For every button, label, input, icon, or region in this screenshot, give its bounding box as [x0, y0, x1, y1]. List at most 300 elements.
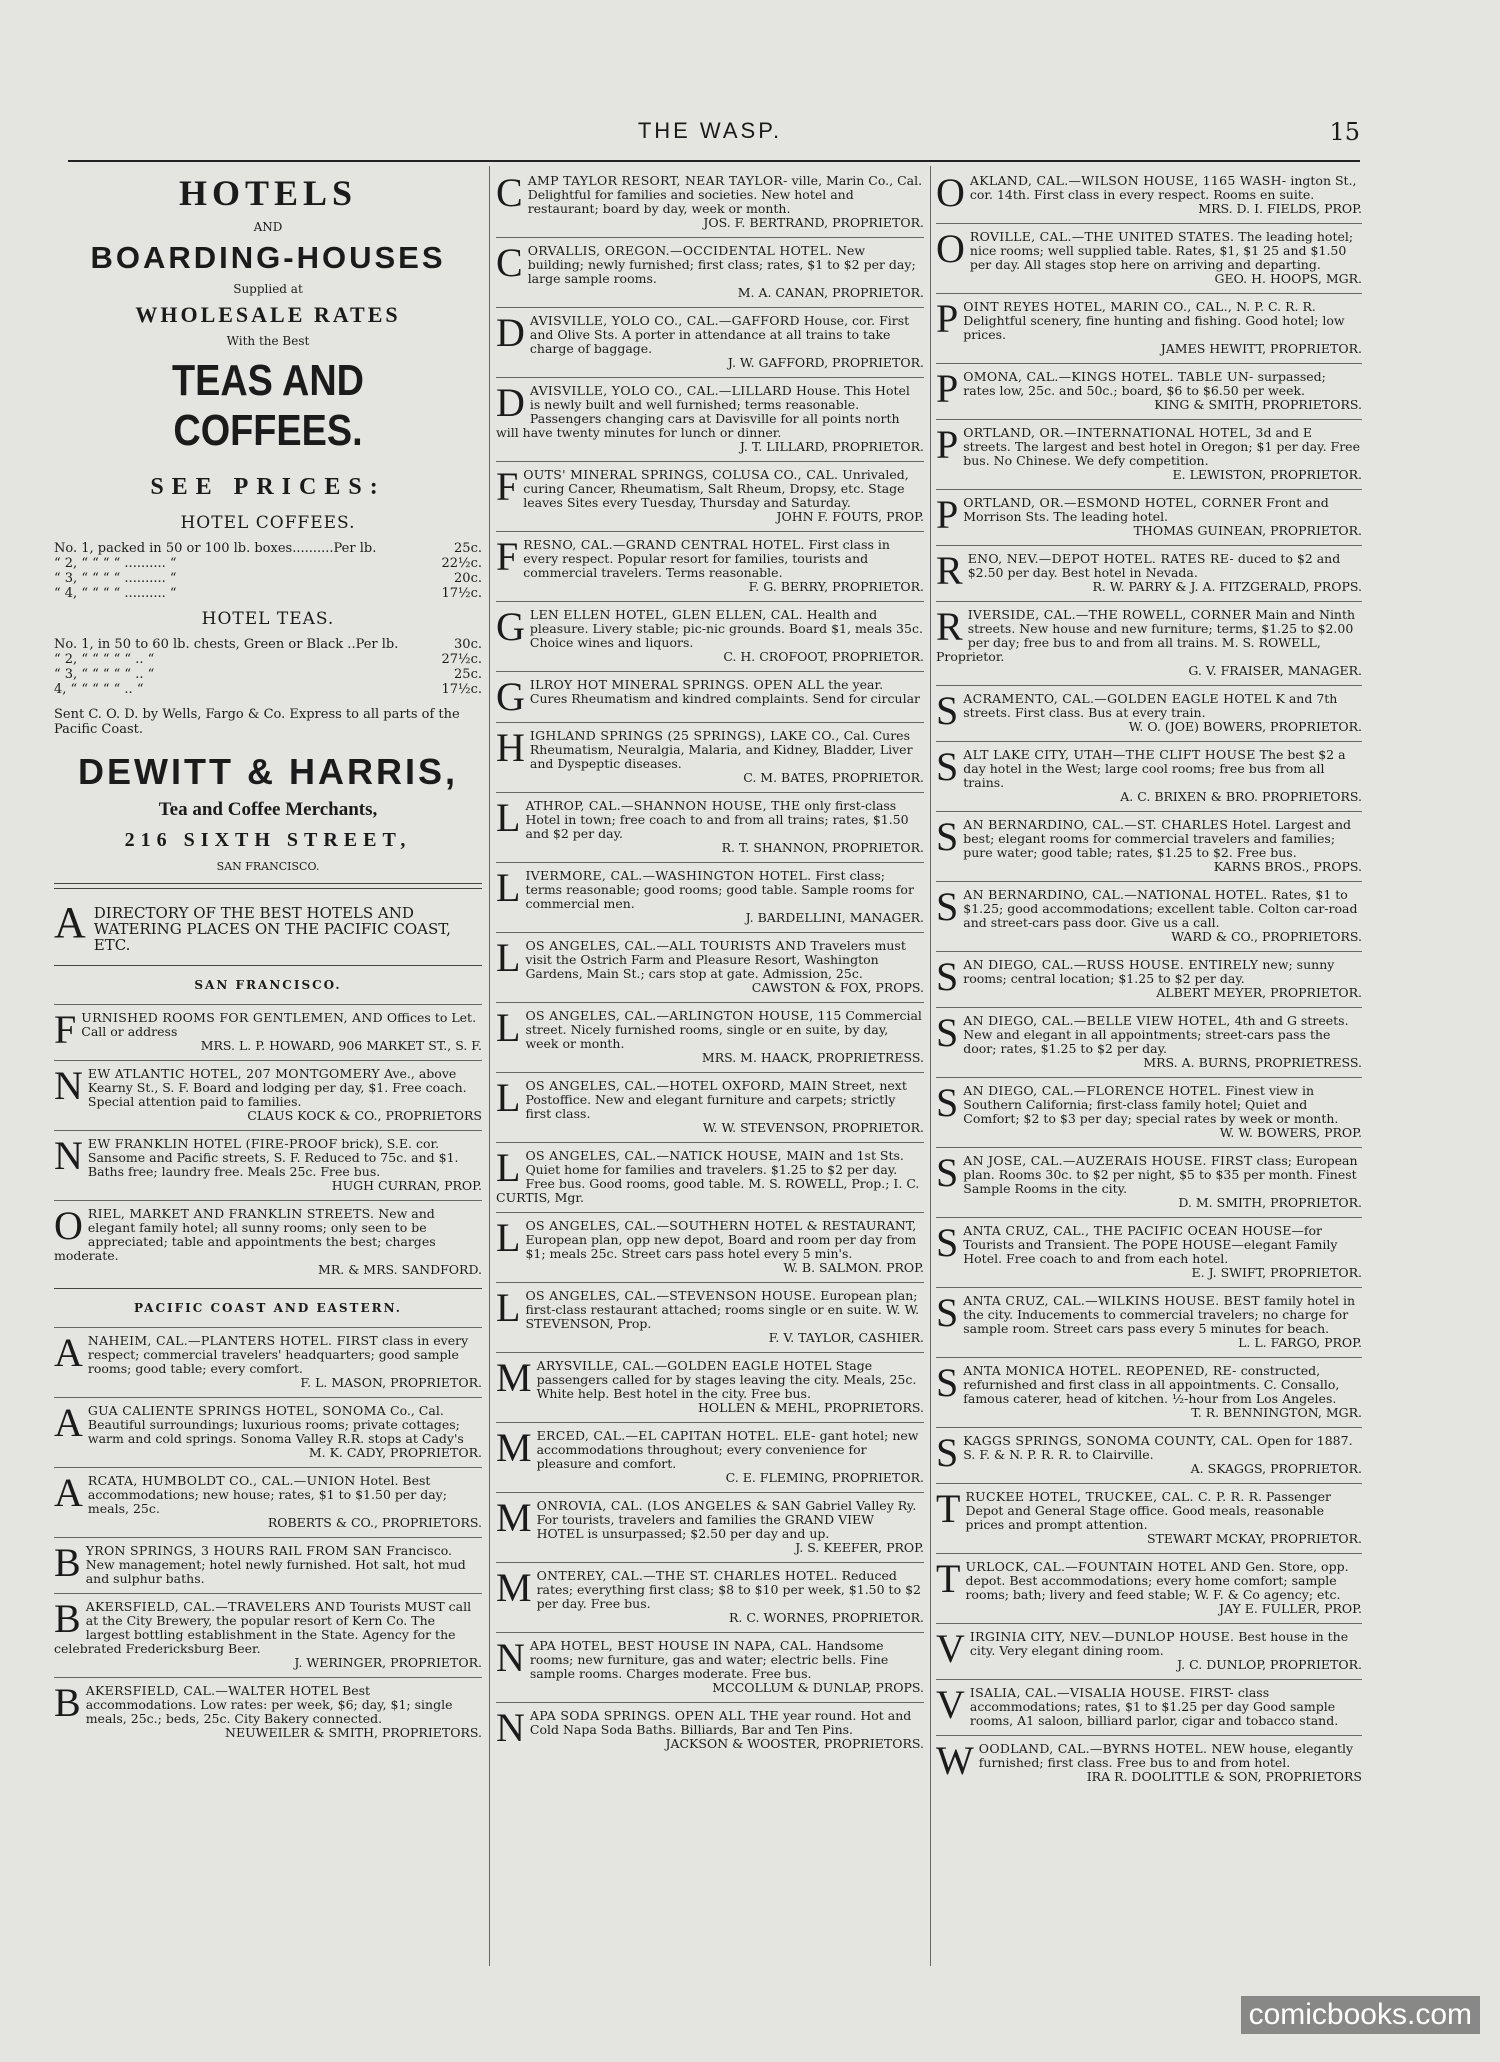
drop-initial: N — [54, 1063, 83, 1108]
listing-entry — [936, 1147, 1362, 1217]
tea-price-list — [54, 637, 482, 697]
listing-entry — [54, 1130, 482, 1200]
entry-heading: AN DIEGO, CAL.—FLORENCE HOTEL. — [963, 1083, 1222, 1098]
entry-proprietor: W. W. BOWERS, PROP. — [1219, 1125, 1362, 1140]
entry-proprietor: E. LEWISTON, PROPRIETOR. — [1172, 467, 1362, 482]
drop-initial: V — [936, 1682, 965, 1727]
page-number: 15 — [1329, 118, 1360, 146]
entry-heading: AN JOSE, CAL.—AUZERAIS HOUSE. FIRST — [963, 1153, 1253, 1168]
publication-title: THE WASP. — [637, 118, 783, 143]
entry-heading: ARYSVILLE, CAL.—GOLDEN EAGLE HOTEL — [536, 1358, 832, 1373]
listing-entry — [936, 1007, 1362, 1077]
entry-heading: RUCKEE HOTEL, TRUCKEE, CAL. C. P. R. — [965, 1489, 1245, 1504]
entry-text: The leading hotel; nice rooms; well supplied table. Rates, $1, $1 25 and $1.50 per day. All stages stop here on arriving and departing. — [969, 229, 1354, 272]
drop-initial: O — [936, 226, 965, 271]
drop-initial: S — [936, 884, 959, 929]
entry-proprietor: D. M. SMITH, PROPRIETOR. — [1178, 1195, 1362, 1210]
entry-heading: ORTLAND, OR.—INTERNATIONAL HOTEL, — [963, 425, 1252, 440]
column-divider — [930, 166, 931, 1966]
entry-proprietor: HUGH CURRAN, PROP. — [331, 1178, 482, 1193]
listing-entry — [936, 363, 1362, 419]
drop-initial: O — [54, 1203, 83, 1248]
entry-text: ington St., cor. 14th. First class in every respect. Rooms en suite. — [969, 173, 1357, 202]
listing-entry — [936, 741, 1362, 811]
entry-heading: NAHEIM, CAL.—PLANTERS HOTEL. FIRST — [87, 1333, 378, 1348]
entry-heading: OS ANGELES, CAL.—STEVENSON HOUSE. — [525, 1288, 817, 1303]
entry-heading: AN BERNARDINO, CAL.—ST. CHARLES — [963, 817, 1229, 832]
drop-initial: F — [496, 464, 519, 509]
entry-heading: APA SODA SPRINGS. OPEN ALL THE — [529, 1708, 779, 1723]
listing-entry — [54, 1677, 482, 1747]
advert-city: SAN FRANCISCO. — [216, 860, 320, 873]
entry-proprietor: W. W. STEVENSON, PROPRIETOR. — [702, 1120, 924, 1135]
entry-proprietor: WARD & CO., PROPRIETORS. — [1171, 929, 1362, 944]
drop-initial: H — [496, 725, 525, 770]
entry-proprietor: J. W. GAFFORD, PROPRIETOR. — [727, 355, 924, 370]
directory-heading — [54, 898, 482, 954]
entry-proprietor: M. A. CANAN, PROPRIETOR. — [737, 285, 924, 300]
listing-entry — [936, 293, 1362, 363]
listing-entry — [936, 223, 1362, 293]
price-row: “ 3, “ “ “ “ “ .. “ 25c. — [54, 667, 482, 682]
entry-text: First class; terms reasonable; good rooms; good table. Sample rooms for commercial men. — [525, 868, 914, 911]
drop-initial: R — [936, 604, 963, 649]
listing-entry — [496, 932, 924, 1002]
listing-entry — [496, 168, 924, 237]
entry-text: Ave., above Kearny St., S. F. Board and lodging per day, $1. Free coach. Special attention paid to families. — [87, 1066, 467, 1109]
listing-entry — [54, 1397, 482, 1467]
entry-heading: ONROVIA, CAL. (LOS ANGELES & SAN — [536, 1498, 802, 1513]
listing-entry — [54, 1593, 482, 1677]
entry-text: RESTAURANT, European plan, opp new depot, Board and room per day from $1; meals 25c. Street cars pass hotel every 5 min's. — [525, 1218, 917, 1261]
drop-initial: S — [936, 1150, 959, 1195]
listing-entry — [496, 862, 924, 932]
entry-heading: IVERMORE, CAL.—WASHINGTON HOTEL. — [525, 868, 812, 883]
entry-text: Street, next Postoffice. New and elegant furniture and carpets; strictly first class. — [525, 1078, 907, 1121]
pce-listing — [54, 1327, 482, 1747]
drop-initial: P — [936, 366, 959, 411]
entry-proprietor: E. J. SWIFT, PROPRIETOR. — [1191, 1265, 1362, 1280]
drop-initial: O — [936, 170, 965, 215]
entry-text: HOUSE—for Tourists and Transient. The POPE HOUSE—elegant Family Hotel. Free coach to and from each hotel. — [963, 1223, 1338, 1266]
entry-heading: OS ANGELES, CAL.—SOUTHERN HOTEL & — [525, 1218, 819, 1233]
drop-initial: P — [936, 422, 959, 467]
entry-text: The best $2 a day hotel in the West; large cool rooms; free bus from all trains. — [963, 747, 1346, 790]
drop-initial: S — [936, 814, 959, 859]
listing-entry — [936, 685, 1362, 741]
column-3 — [936, 168, 1362, 1791]
entry-text: K and 7th streets. First class. Bus at every train. — [963, 691, 1338, 720]
price-row: “ 3, “ “ “ “ .......... “ 20c. — [54, 571, 482, 586]
listing-entry — [936, 1553, 1362, 1623]
entry-heading: URNISHED ROOMS FOR GENTLEMEN, AND — [81, 1010, 383, 1025]
entry-text: European plan; first-class restaurant attached; rooms single or en suite. W. W. STEVENSON, Prop. — [525, 1288, 920, 1331]
column-1 — [54, 168, 482, 1747]
listing-entry — [496, 1422, 924, 1492]
entry-heading: EW FRANKLIN HOTEL (FIRE-PROOF — [87, 1136, 338, 1151]
advert-firm-name: DEWITT & HARRIS, — [78, 751, 458, 792]
entry-text: Finest view in Southern California; first-class family hotel; Quiet and Comfort; $2 to $3 per day; special rates by week or month. — [963, 1083, 1339, 1126]
entry-text: and 1st Sts. Quiet home for families and travelers. $1.25 to $2 per day. Free bus. Good rooms, good table. M. S. ROWELL, Prop.; I. C. CURTIS, Mgr. — [496, 1148, 920, 1205]
entry-text: Offices to Let. Call or address — [81, 1010, 477, 1039]
listing-entry — [936, 168, 1362, 223]
drop-initial: R — [936, 548, 963, 593]
entry-heading: KAGGS SPRINGS, SONOMA COUNTY, CAL. — [963, 1433, 1253, 1448]
entry-proprietor: T. R. BENNINGTON, MGR. — [1191, 1405, 1362, 1420]
entry-proprietor: MRS. M. HAACK, PROPRIETRESS. — [701, 1050, 924, 1065]
entry-text: Front and Morrison Sts. The leading hotel. — [963, 495, 1329, 524]
entry-text: New building; newly furnished; first class; rates, $1 to $2 per day; large sample rooms. — [527, 243, 916, 286]
listing-entry — [54, 1467, 482, 1537]
entry-proprietor: M. K. CADY, PROPRIETOR. — [308, 1445, 482, 1460]
drop-initial: G — [496, 674, 525, 719]
entry-proprietor: JOHN F. FOUTS, PROP. — [776, 509, 924, 524]
entry-proprietor: JAY E. FULLER, PROP. — [1218, 1601, 1362, 1616]
listing-entry — [936, 419, 1362, 489]
entry-heading: ILROY HOT MINERAL SPRINGS. OPEN ALL — [529, 677, 825, 692]
listing-entry — [936, 1623, 1362, 1679]
entry-text: year round. Hot and Cold Napa Soda Baths. Billiards, Bar and Ten Pins. — [529, 1708, 912, 1737]
coffees-title: HOTEL COFFEES. — [180, 513, 356, 533]
entry-proprietor: C. E. FLEMING, PROPRIETOR. — [725, 1470, 924, 1485]
entry-text: Gabriel Valley Ry. For tourists, travelers and families the GRAND VIEW HOTEL is unsurpassed; $2.50 per day and up. — [536, 1498, 917, 1541]
dewitt-harris-advert — [54, 172, 482, 873]
entry-text: R. Passenger Depot and General Stage office. Good meals, reasonable prices and prompt attention. — [965, 1489, 1331, 1532]
entry-proprietor: W. B. SALMON. PROP. — [783, 1260, 924, 1275]
entry-proprietor: CAWSTON & FOX, PROPS. — [751, 980, 924, 995]
entry-proprietor: A. C. BRIXEN & BRO. PROPRIETORS. — [1120, 789, 1362, 804]
entry-text: brick), S.E. cor. Sansome and Pacific streets, S. F. Reduced to 75c. and $1. Baths free; laundry free. Meals 25c. Free bus. — [87, 1136, 459, 1179]
drop-initial: M — [496, 1495, 532, 1540]
entry-heading: OS ANGELES, CAL.—NATICK HOUSE, MAIN — [525, 1148, 826, 1163]
drop-initial: V — [936, 1626, 965, 1671]
drop-initial: S — [936, 1430, 959, 1475]
drop-initial: W — [936, 1738, 974, 1783]
entry-text: Reduced rates; everything first class; $8 to $10 per week, $1.50 to $2 per day. Free bus. — [536, 1568, 921, 1611]
drop-initial: C — [496, 240, 523, 285]
header-rule — [68, 160, 1360, 162]
directory-text: DIRECTORY OF THE BEST HOTELS AND WATERING PLACES ON THE PACIFIC COAST, ETC. — [93, 904, 451, 954]
entry-heading: AVISVILLE, YOLO CO., CAL.—GAFFORD — [529, 313, 800, 328]
entry-text: ville, Marin Co., Cal. Delightful for families and societies. New hotel and restaurant; board by day, week or month. — [527, 173, 923, 216]
entry-proprietor: C. M. BATES, PROPRIETOR. — [743, 770, 924, 785]
entry-proprietor: C. H. CROFOOT, PROPRIETOR. — [723, 649, 924, 664]
listing-entry — [936, 881, 1362, 951]
entry-heading: RESNO, CAL.—GRAND CENTRAL HOTEL. — [523, 537, 805, 552]
entry-text: class; European plan. Rooms 30c. to $2 per night, $5 to $35 per month. Finest Sample Rooms in the city. — [963, 1153, 1358, 1196]
entry-heading: IRGINIA CITY, NEV.—DUNLOP HOUSE. — [969, 1629, 1235, 1644]
entry-proprietor: STEWART MCKAY, PROPRIETOR. — [1146, 1531, 1362, 1546]
advert-wholesale-rates: WHOLESALE RATES — [135, 302, 401, 327]
entry-proprietor: THOMAS GUINEAN, PROPRIETOR. — [1133, 523, 1362, 538]
divider — [54, 1288, 482, 1289]
advert-with-the-best: With the Best — [226, 334, 310, 348]
entry-proprietor: J. WERINGER, PROPRIETOR. — [294, 1655, 482, 1670]
entry-text: Travelers must visit the Ostrich Farm and Pleasure Resort, Washington Gardens, Main St.; cars stop at gate. Admission, 25c. — [525, 938, 906, 981]
entry-proprietor: MRS. A. BURNS, PROPRIETRESS. — [1143, 1055, 1362, 1070]
entry-text: family hotel in the city. Inducements to commercial travelers; no charge for sample room. Street cars pass every 5 minutes for beach. — [963, 1293, 1355, 1336]
entry-text: Unrivaled, curing Cancer, Rheumatism, Salt Rheum, Dropsy, etc. Stage leaves Sites every Tuesday, Thursday and Saturday. — [523, 467, 909, 510]
entry-proprietor: R. T. SHANNON, PROPRIETOR. — [721, 840, 924, 855]
entry-heading: OS ANGELES, CAL.—ARLINGTON HOUSE, — [525, 1008, 814, 1023]
price-row: No. 1, packed in 50 or 100 lb. boxes..........Per lb. 25c. — [54, 541, 482, 556]
entry-heading: URLOCK, CAL.—FOUNTAIN HOTEL AND — [965, 1559, 1242, 1574]
entry-text: duced to $2 and $2.50 per day. Best hotel in Nevada. — [967, 551, 1341, 580]
price-row: “ 2, “ “ “ “ “ .. “ 27½c. — [54, 652, 482, 667]
advert-firm-tagline: Tea and Coffee Merchants, — [158, 799, 378, 820]
listing-entry — [496, 1282, 924, 1352]
entry-proprietor: G. V. FRAISER, MANAGER. — [1188, 663, 1362, 678]
drop-initial: S — [936, 1220, 959, 1265]
entry-proprietor: IRA R. DOOLITTLE & SON, PROPRIETORS — [1086, 1769, 1362, 1784]
price-row: “ 2, “ “ “ “ .......... “ 22½c. — [54, 556, 482, 571]
entry-heading: ONTEREY, CAL.—THE ST. CHARLES HOTEL. — [536, 1568, 838, 1583]
entry-heading: ENO, NEV.—DEPOT HOTEL. RATES RE- — [967, 551, 1234, 566]
drop-initial: S — [936, 744, 959, 789]
drop-initial: M — [496, 1565, 532, 1610]
entry-text: Open for 1887. S. F. & N. P. R. R. to Clairville. — [963, 1433, 1353, 1462]
entry-heading: AKERSFIELD, CAL.—WALTER HOTEL — [85, 1683, 339, 1698]
entry-proprietor: R. C. WORNES, PROPRIETOR. — [729, 1610, 924, 1625]
entry-proprietor: KING & SMITH, PROPRIETORS. — [1154, 397, 1362, 412]
entry-heading: ORVALLIS, OREGON.—OCCIDENTAL HOTEL. — [527, 243, 833, 258]
drop-initial: S — [936, 954, 959, 999]
entry-heading: AN DIEGO, CAL.—RUSS HOUSE. ENTIRELY — [963, 957, 1259, 972]
divider — [54, 883, 482, 884]
entry-heading: ATHROP, CAL.—SHANNON HOUSE, THE — [525, 798, 801, 813]
drop-initial: M — [496, 1355, 532, 1400]
entry-proprietor: NEUWEILER & SMITH, PROPRIETORS. — [225, 1725, 482, 1740]
teas-title: HOTEL TEAS. — [201, 609, 335, 629]
entry-heading: AVISVILLE, YOLO CO., CAL.—LILLARD — [529, 383, 793, 398]
entry-text: only first-class Hotel in town; free coach to and from all trains; rates, $1.50 and $2 per day. — [525, 798, 909, 841]
listing-entry — [496, 461, 924, 531]
divider — [54, 888, 482, 889]
drop-initial: F — [54, 1007, 77, 1052]
entry-text: class accommodations; rates, $1 to $1.25 per day Good sample rooms, A1 saloon, billiard parlor, cigar and tobacco stand. — [969, 1685, 1339, 1728]
drop-initial: B — [54, 1680, 81, 1725]
entry-proprietor: JOS. F. BERTRAND, PROPRIETOR. — [703, 215, 924, 230]
entry-text: 3d and E streets. The largest and best hotel in Oregon; $1 per day. Free bus. No Chinese. We defy competition. — [963, 425, 1360, 468]
entry-heading: RIEL, MARKET AND FRANKLIN STREETS. — [87, 1206, 375, 1221]
listing-entry — [936, 1217, 1362, 1287]
listing-entry — [496, 377, 924, 461]
advert-sent-cod: Sent C. O. D. by Wells, Fargo & Co. Express to all parts of the Pacific Coast. — [54, 707, 460, 737]
entry-text: Rates, $1 to $1.25; good accommodations; excellent table. Colton car-road and street-cars pass door. Give us a call. — [963, 887, 1358, 930]
drop-initial: L — [496, 795, 521, 840]
listing-entry — [54, 1200, 482, 1284]
listing-entry — [936, 1427, 1362, 1483]
entry-heading: OS ANGELES, CAL.—HOTEL OXFORD, MAIN — [525, 1078, 829, 1093]
entry-heading: AN DIEGO, CAL.—BELLE VIEW HOTEL, — [963, 1013, 1231, 1028]
entry-text: Hotel. Best accommodations; new house; rates, $1 to $1.50 per day; meals, 25c. — [87, 1473, 447, 1516]
sf-listing — [54, 1004, 482, 1284]
entry-proprietor: F. G. BERRY, PROPRIETOR. — [748, 579, 924, 594]
entry-proprietor: J. T. LILLARD, PROPRIETOR. — [739, 439, 924, 454]
section-pacific-coast: PACIFIC COAST AND EASTERN. — [134, 1301, 402, 1315]
listing-entry — [54, 1537, 482, 1593]
entry-proprietor: J. S. KEEFER, PROP. — [795, 1540, 924, 1555]
entry-proprietor: HOLLEN & MEHL, PROPRIETORS. — [697, 1400, 924, 1415]
listing-entry — [936, 951, 1362, 1007]
entry-proprietor: J. BARDELLINI, MANAGER. — [745, 910, 924, 925]
entry-proprietor: GEO. H. HOOPS, MGR. — [1214, 271, 1362, 286]
listing-entry — [496, 1072, 924, 1142]
listing-entry — [496, 601, 924, 671]
drop-initial: D — [496, 310, 525, 355]
drop-initial: F — [496, 534, 519, 579]
entry-heading: AKLAND, CAL.—WILSON HOUSE, 1165 WASH- — [969, 173, 1287, 188]
entry-heading: ANTA CRUZ, CAL., THE PACIFIC OCEAN — [963, 1223, 1238, 1238]
entry-heading: ERCED, CAL.—EL CAPITAN HOTEL. ELE- — [536, 1428, 816, 1443]
drop-initial: L — [496, 1215, 521, 1260]
entry-heading: GUA CALIENTE SPRINGS HOTEL, SONOMA — [87, 1403, 387, 1418]
entry-text: Best accommodations. Low rates: per week, $6; day, $1; single meals, 25c.; beds, 25c. City Bakery connected. — [85, 1683, 453, 1726]
drop-initial: P — [936, 492, 959, 537]
listing-entry — [936, 1357, 1362, 1427]
entry-heading: OUTS' MINERAL SPRINGS, COLUSA CO., CAL. — [523, 467, 839, 482]
entry-heading: IGHLAND SPRINGS (25 SPRINGS), LAKE CO., — [529, 728, 840, 743]
drop-initial: C — [496, 170, 523, 215]
drop-initial: N — [54, 1133, 83, 1178]
drop-initial: D — [496, 380, 525, 425]
price-row: 4, “ “ “ “ “ .. “ 17½c. — [54, 682, 482, 697]
listing-entry — [54, 1004, 482, 1060]
drop-initial: T — [936, 1486, 961, 1531]
entry-text: 4th and G streets. New and elegant in all appointments; street-cars pass the door; rates, $1.25 to $2 per day. — [963, 1013, 1349, 1056]
listing-entry — [936, 545, 1362, 601]
entry-heading: AKERSFIELD, CAL.—TRAVELERS AND — [85, 1599, 346, 1614]
drop-initial: T — [936, 1556, 961, 1601]
drop-initial: S — [936, 1080, 959, 1125]
drop-initial: B — [54, 1540, 81, 1585]
advert-boarding-houses: BOARDING-HOUSES — [90, 240, 446, 275]
entry-heading: ISALIA, CAL.—VISALIA HOUSE. FIRST- — [969, 1685, 1234, 1700]
coffee-price-list — [54, 541, 482, 601]
drop-initial: L — [496, 935, 521, 980]
drop-initial: L — [496, 1145, 521, 1190]
entry-proprietor: ROBERTS & CO., PROPRIETORS. — [267, 1515, 482, 1530]
entry-text: N. P. C. R. R. Delightful scenery, fine hunting and fishing. Good hotel; low prices. — [963, 299, 1345, 342]
listing-entry — [496, 722, 924, 792]
listing-entry — [54, 1327, 482, 1397]
drop-initial: S — [936, 1360, 959, 1405]
listing-entry — [936, 811, 1362, 881]
advert-supplied-at: Supplied at — [233, 282, 303, 296]
advert-teas-coffees: TEAS AND COFFEES. — [171, 356, 364, 455]
entry-text: class in every respect; commercial travelers' headquarters; good sample rooms; good table; every comfort. — [87, 1333, 469, 1376]
entry-text: Hotel. Largest and best; elegant rooms for commercial travelers and families; pure water; good table; rates, $1.25 to $2. Free bus. — [963, 817, 1352, 860]
listing-entry — [54, 1060, 482, 1130]
entry-text: House. This Hotel is newly built and well furnished; terms reasonable. Passengers changing cars at Davisville for all points north will have twenty minutes for lunch or dinner. — [496, 383, 910, 440]
drop-initial: N — [496, 1705, 525, 1750]
entry-proprietor: JACKSON & WOOSTER, PROPRIETORS. — [665, 1736, 924, 1751]
directory-initial: A — [54, 898, 86, 947]
divider — [54, 965, 482, 966]
listing-entry — [936, 1287, 1362, 1357]
price-row: “ 4, “ “ “ “ .......... “ 17½c. — [54, 586, 482, 601]
listing-entry — [496, 1352, 924, 1422]
listing-entry — [936, 1483, 1362, 1553]
entry-proprietor: F. V. TAYLOR, CASHIER. — [768, 1330, 924, 1345]
advert-hotels: HOTELS — [178, 173, 358, 213]
entry-text: house, elegantly furnished; first class. Free bus to and from hotel. — [978, 1741, 1354, 1770]
entry-text: 115 Commercial street. Nicely furnished rooms, single or en suite, by day, week or month. — [525, 1008, 922, 1051]
listing-entry — [496, 237, 924, 307]
drop-initial: N — [496, 1635, 525, 1680]
entry-text: Health and pleasure. Livery stable; pic-nic grounds. Board $1, meals 35c. Choice wines and liquors. — [529, 607, 923, 650]
listing-entry — [496, 1142, 924, 1212]
page-header — [60, 118, 1360, 154]
advert-address: 216 SIXTH STREET, — [124, 829, 412, 851]
entry-proprietor: KARNS BROS., PROPS. — [1213, 859, 1362, 874]
drop-initial: G — [496, 604, 525, 649]
entry-text: Tourists MUST call at the City Brewery, the popular resort of Kern Co. The largest bottling establishment in the State. Agency for the celebrated Fredericksburg Beer. — [54, 1599, 472, 1656]
entry-text: gant hotel; new accommodations throughout; every convenience for pleasure and comfort. — [536, 1428, 919, 1471]
entry-proprietor: L. L. FARGO, PROP. — [1238, 1335, 1362, 1350]
entry-text: the year. Cures Rheumatism and kindred complaints. Send for circular — [529, 677, 920, 706]
listing-entry — [496, 531, 924, 601]
entry-text: new; sunny rooms; central location; $1.25 to $2 per day. — [963, 957, 1335, 986]
listing-entry — [496, 307, 924, 377]
listing-entry — [936, 1735, 1362, 1791]
entry-heading: ANTA CRUZ, CAL.—WILKINS HOUSE. BEST — [963, 1293, 1261, 1308]
entry-proprietor: F. L. MASON, PROPRIETOR. — [300, 1375, 482, 1390]
entry-proprietor: MCCOLLUM & DUNLAP, PROPS. — [712, 1680, 924, 1695]
listing-entry — [936, 1077, 1362, 1147]
drop-initial: A — [54, 1330, 83, 1375]
entry-text: surpassed; rates low, 25c. and 50c.; board, $6 to $6.50 per week. — [963, 369, 1326, 398]
entry-heading: AN BERNARDINO, CAL.—NATIONAL HOTEL. — [963, 887, 1268, 902]
entry-heading: YRON SPRINGS, 3 HOURS RAIL FROM SAN — [85, 1543, 383, 1558]
entry-text: constructed, refurnished and first class in all appointments. C. Consallo, famous caterer, head of kitchen. ½-hour from Los Angeles. — [963, 1363, 1340, 1406]
entry-text: New and elegant family hotel; all sunny rooms; only seen to be appreciated; table and appointments the best; charges moderate. — [54, 1206, 436, 1263]
entry-heading: ALT LAKE CITY, UTAH—THE CLIFT HOUSE — [963, 747, 1256, 762]
listing-entry — [496, 1492, 924, 1562]
advert-and: AND — [253, 220, 283, 234]
entry-heading: IVERSIDE, CAL.—THE ROWELL, CORNER — [967, 607, 1252, 622]
listing-entry — [936, 601, 1362, 685]
entry-proprietor: CLAUS KOCK & CO., PROPRIETORS — [247, 1108, 482, 1123]
entry-proprietor: MRS. L. P. HOWARD, 906 MARKET ST., S. F. — [200, 1038, 482, 1053]
column-divider — [489, 166, 490, 1966]
entry-text: Stage passengers called for by stages leaving the city. Meals, 25c. White help. Best hotel in the city. Free bus. — [536, 1358, 917, 1401]
entry-heading: OMONA, CAL.—KINGS HOTEL. TABLE UN- — [963, 369, 1254, 384]
listing-entry — [496, 1562, 924, 1632]
entry-text: House, cor. First and Olive Sts. A porter in attendance at all trains to take charge of baggage. — [529, 313, 910, 356]
entry-heading: ROVILLE, CAL.—THE UNITED STATES. — [969, 229, 1235, 244]
drop-initial: S — [936, 1010, 959, 1055]
entry-heading: OS ANGELES, CAL.—ALL TOURISTS AND — [525, 938, 807, 953]
watermark: comicbooks.com — [1241, 1996, 1480, 2034]
section-san-francisco: SAN FRANCISCO. — [194, 978, 342, 992]
entry-heading: OINT REYES HOTEL, MARIN CO., CAL., — [963, 299, 1233, 314]
entry-proprietor: MRS. D. I. FIELDS, PROP. — [1198, 201, 1362, 216]
entry-heading: ACRAMENTO, CAL.—GOLDEN EAGLE HOTEL — [963, 691, 1272, 706]
price-row: No. 1, in 50 to 60 lb. chests, Green or Black ..Per lb. 30c. — [54, 637, 482, 652]
listing-entry — [496, 1702, 924, 1758]
listing-entry — [496, 671, 924, 722]
entry-text: Gen. Store, opp. depot. Best accommodations; every home comfort; sample rooms; bath; livery and feed stable; W. F. & Co agency; etc. — [965, 1559, 1349, 1602]
drop-initial: S — [936, 688, 959, 733]
entry-text: First class in every respect. Popular resort for families, tourists and commercial travelers. Terms reasonable. — [523, 537, 890, 580]
entry-proprietor: ALBERT MEYER, PROPRIETOR. — [1156, 985, 1362, 1000]
drop-initial: L — [496, 865, 521, 910]
listing-entry — [936, 489, 1362, 545]
listing-entry — [496, 792, 924, 862]
drop-initial: P — [936, 296, 959, 341]
entry-heading: ORTLAND, OR.—ESMOND HOTEL, CORNER — [963, 495, 1263, 510]
